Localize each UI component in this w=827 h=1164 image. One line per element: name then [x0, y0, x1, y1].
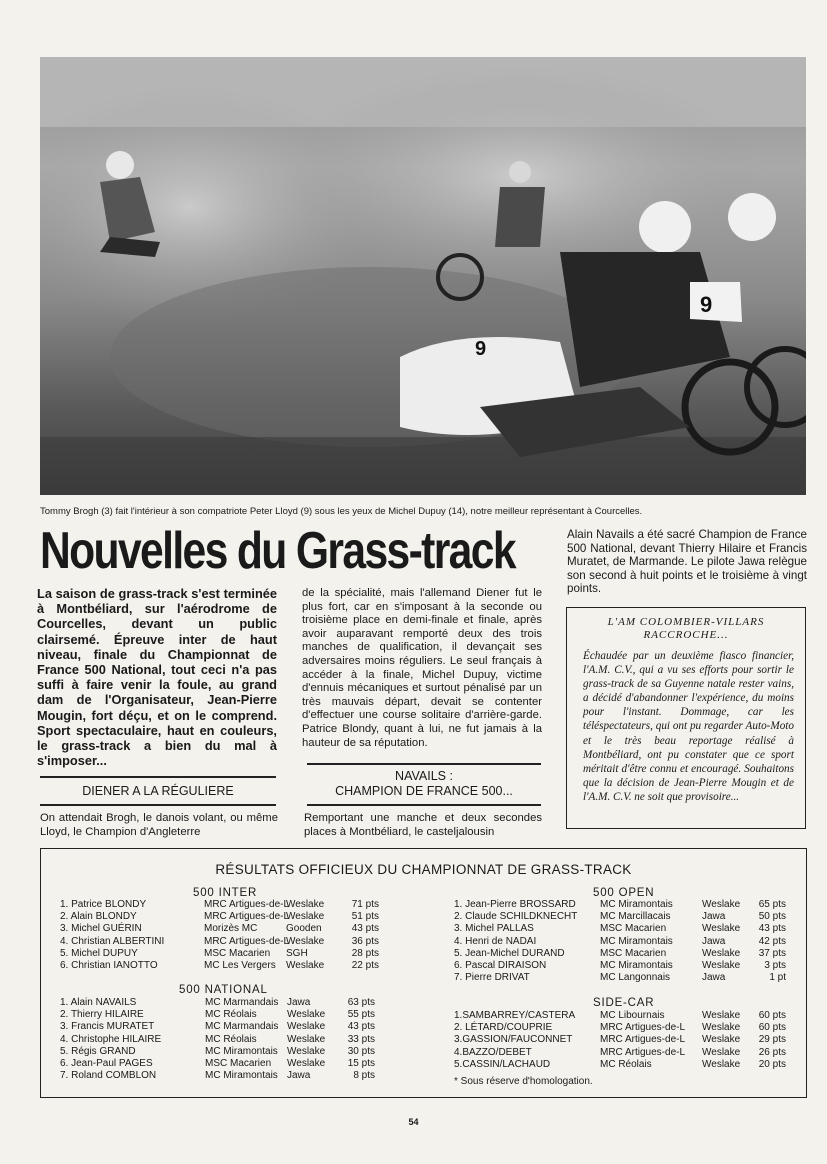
- box-title: [567, 616, 805, 642]
- result-club: MC Réolais: [205, 1009, 257, 1021]
- result-rider: 5. Jean-Michel DURAND: [454, 947, 565, 959]
- result-points: 8 pts: [353, 1070, 375, 1082]
- result-rider: 6. Jean-Paul PAGES: [60, 1058, 153, 1069]
- result-rider: 4.BAZZO/DEBET: [454, 1046, 532, 1058]
- result-club: MC Réolais: [205, 1033, 257, 1045]
- divider: [307, 763, 541, 765]
- race-photo: [40, 57, 806, 495]
- result-points: 42 pts: [758, 935, 786, 947]
- divider: [40, 776, 276, 778]
- result-club: MSC Macarien: [600, 947, 667, 959]
- result-machine: Jawa: [702, 972, 726, 984]
- result-club: MC Langonnais: [600, 972, 671, 984]
- result-points: 3 pts: [764, 960, 786, 971]
- result-points: 1 pt: [769, 972, 786, 984]
- result-machine: Weslake: [287, 1021, 326, 1033]
- result-machine: Weslake: [286, 899, 325, 910]
- result-rider: 5. Régis GRAND: [60, 1045, 136, 1057]
- svg-text:9: 9: [700, 292, 713, 317]
- result-points: 26 pts: [758, 1046, 786, 1058]
- result-club: MRC Artigues-de-L: [204, 935, 290, 947]
- result-points: 50 pts: [758, 911, 786, 923]
- result-rider: 4. Christian ALBERTINI: [60, 935, 165, 947]
- result-points: 60 pts: [758, 1022, 786, 1034]
- result-machine: Weslake: [702, 923, 741, 935]
- sidebar-box: [566, 607, 806, 829]
- result-machine: Weslake: [286, 960, 325, 971]
- result-rider: 5.CASSIN/LACHAUD: [454, 1058, 551, 1070]
- result-machine: Weslake: [702, 899, 741, 910]
- photo-caption: Tommy Brogh (3) fait l'intérieur à son compatriote Peter Lloyd (9) sous les yeux de Michel Dupuy (14), notre meilleur représentant à Courcelles.: [40, 506, 643, 517]
- result-club: MRC Artigues-de-L: [204, 899, 290, 910]
- svg-text:9: 9: [475, 338, 487, 360]
- result-machine: Weslake: [286, 935, 325, 947]
- result-machine: Jawa: [702, 935, 726, 947]
- result-machine: Jawa: [287, 1070, 311, 1082]
- result-club: MRC Artigues-de-L: [600, 1034, 686, 1046]
- result-rider: 7. Roland COMBLON: [60, 1070, 157, 1082]
- result-machine: Weslake: [287, 1009, 326, 1021]
- result-points: 20 pts: [758, 1058, 786, 1070]
- article-headline: Nouvelles du Grass-track: [40, 522, 515, 580]
- box-text: Échaudée par un deuxième fiasco financier, l'A.M. C.V., qui a vu ses efforts pour sortir le grass-track de sa Guyenne natale rester vains, a décidé d'abandonner l'expérience, du moins pour l'instant. Dommage, car les téléspectateurs, qui ont pu regarder Auto-Moto et le très beau reportage réalisé à Montbéliard, ont pu constater que ce sport méritait d'être connu et encouragé. Souhaitons que la décision de Jean-Pierre Mougin et de l'A.M. C.V. ne soit que provisoire...: [583, 650, 794, 803]
- column-1-text: On attendait Brogh, le danois volant, ou même Lloyd, le Champion d'Angleterre: [40, 812, 278, 838]
- result-rider: 5. Michel DUPUY: [60, 947, 138, 959]
- result-rider: 2. Thierry HILAIRE: [60, 1009, 144, 1021]
- result-club: MC Miramontais: [205, 1070, 278, 1082]
- box-title-line1: L'AM COLOMBIER-VILLARS: [607, 616, 765, 628]
- result-points: 36 pts: [351, 935, 379, 947]
- result-machine: Weslake: [702, 1010, 741, 1021]
- result-club: MSC Macarien: [204, 947, 271, 959]
- result-machine: SGH: [286, 947, 308, 959]
- section-500-national: 500 NATIONAL: [179, 984, 268, 996]
- result-rider: 3.GASSION/FAUCONNET: [454, 1034, 573, 1046]
- result-club: MSC Macarien: [600, 923, 667, 935]
- result-club: MRC Artigues-de-L: [204, 911, 290, 923]
- result-points: 30 pts: [347, 1045, 375, 1057]
- result-machine: Weslake: [702, 960, 741, 971]
- result-rider: 3. Michel PALLAS: [454, 923, 534, 935]
- result-club: MC Les Vergers: [204, 960, 276, 971]
- result-points: 43 pts: [758, 923, 786, 935]
- result-club: MC Miramontais: [600, 899, 673, 910]
- results-table: [40, 848, 807, 1098]
- result-machine: Weslake: [702, 947, 741, 959]
- result-club: MC Marmandais: [205, 997, 279, 1008]
- result-points: 43 pts: [347, 1021, 375, 1033]
- result-points: 15 pts: [347, 1058, 375, 1069]
- column-2-bottom-text: Remportant une manche et deux secondes places à Montbéliard, le casteljalousin: [304, 812, 542, 838]
- divider: [40, 804, 276, 806]
- result-rider: 1. Jean-Pierre BROSSARD: [454, 899, 576, 910]
- column-2-text: de la spécialité, mais l'allemand Diener fut le plus fort, car en s'imposant à la seconde ou troisième place en demi-finale et finale, après avoir auparavant remporté deux des trois manches de qualification, il devançait ses adversaires moins réguliers. Le seul français à accéder à la finale, Michel Dupuy, victime d'ennuis mécaniques et surtout pénalisé par un très mauvais départ, devait se contenter d'effectuer une course solitaire d'arrière-garde. Patrice Blondy, quant à lui, ne fut jamais à la hauteur de sa réputation.: [302, 587, 542, 749]
- section-side-car: SIDE-CAR: [593, 997, 655, 1009]
- box-title-line2: RACCROCHE...: [643, 629, 729, 641]
- section-500-open: 500 OPEN: [593, 887, 655, 899]
- result-club: Morizès MC: [204, 923, 258, 935]
- result-machine: Weslake: [287, 1033, 326, 1045]
- result-machine: Weslake: [286, 911, 325, 923]
- result-rider: 7. Pierre DRIVAT: [454, 972, 530, 984]
- result-rider: 2. Alain BLONDY: [60, 911, 137, 923]
- result-club: MSC Macarien: [205, 1058, 272, 1069]
- subheading-navails-line2: CHAMPION DE FRANCE 500...: [335, 784, 513, 798]
- result-machine: Weslake: [287, 1058, 326, 1069]
- result-rider: 6. Pascal DIRAISON: [454, 960, 547, 971]
- result-points: 29 pts: [758, 1034, 786, 1046]
- divider: [307, 804, 541, 806]
- result-machine: Weslake: [287, 1045, 326, 1057]
- result-points: 28 pts: [351, 947, 379, 959]
- result-points: 60 pts: [758, 1010, 786, 1021]
- subheading-diener: DIENER A LA RÉGULIERE: [82, 784, 234, 798]
- homologation-note: * Sous réserve d'homologation.: [454, 1076, 593, 1087]
- result-machine: Weslake: [702, 1058, 741, 1070]
- result-club: MC Réolais: [600, 1058, 652, 1070]
- column-3-text: Alain Navails a été sacré Champion de France 500 National, devant Thierry Hilaire et Francis Muratet, de Marmande. Le pilote Jawa relègue son second à huit points et le troisième à vingt points.: [567, 528, 807, 596]
- result-rider: 3. Michel GUÉRIN: [60, 923, 142, 935]
- result-club: MC Marcillacais: [600, 911, 671, 923]
- result-machine: Weslake: [702, 1034, 741, 1046]
- result-club: MC Miramontais: [600, 935, 673, 947]
- result-club: MC Marmandais: [205, 1021, 279, 1033]
- subheading-navails-line1: NAVAILS :: [395, 769, 453, 783]
- result-points: 55 pts: [347, 1009, 375, 1021]
- lead-paragraph: La saison de grass-track s'est terminée à Montbéliard, sur l'aérodrome de Courcelles, devant un public clairsemé. Épreuve inter de haut niveau, finale du Championnat de France 500 National, tout ceci n'a pas suffi à faire venir la foule, au grand dam de l'Organisateur, Jean-Pierre Mougin, fort déçu, et on le comprend. Sport spectaculaire, haut en couleurs, le grass-track a bien du mal à s'imposer...: [37, 586, 277, 769]
- result-club: MC Miramontais: [205, 1045, 278, 1057]
- result-points: 22 pts: [351, 960, 379, 971]
- result-rider: 3. Francis MURATET: [60, 1021, 155, 1033]
- result-points: 63 pts: [347, 997, 375, 1008]
- result-rider: 2. LÉTARD/COUPRIE: [454, 1022, 553, 1034]
- page-number: 54: [408, 1117, 419, 1127]
- result-club: MRC Artigues-de-L: [600, 1022, 686, 1034]
- result-machine: Weslake: [702, 1022, 741, 1034]
- result-rider: 1. Patrice BLONDY: [60, 899, 147, 910]
- result-points: 37 pts: [758, 947, 786, 959]
- result-rider: 1.SAMBARREY/CASTERA: [454, 1010, 576, 1021]
- result-rider: 2. Claude SCHILDKNECHT: [454, 911, 578, 923]
- result-machine: Jawa: [287, 997, 311, 1008]
- result-points: 51 pts: [351, 911, 379, 923]
- result-points: 65 pts: [758, 899, 786, 910]
- motorcycle-racing-photo-icon: [40, 57, 806, 495]
- result-machine: Jawa: [702, 911, 726, 923]
- result-points: 43 pts: [351, 923, 379, 935]
- results-title: RÉSULTATS OFFICIEUX DU CHAMPIONNAT DE GRASS-TRACK: [215, 862, 632, 877]
- result-machine: Gooden: [286, 923, 322, 935]
- result-club: MC Libournais: [600, 1010, 665, 1021]
- result-club: MC Miramontais: [600, 960, 673, 971]
- result-rider: 4. Christophe HILAIRE: [60, 1033, 162, 1045]
- result-points: 33 pts: [347, 1033, 375, 1045]
- result-club: MRC Artigues-de-L: [600, 1046, 686, 1058]
- result-machine: Weslake: [702, 1046, 741, 1058]
- result-rider: 6. Christian IANOTTO: [60, 960, 158, 971]
- result-rider: 1. Alain NAVAILS: [60, 997, 137, 1008]
- result-points: 71 pts: [351, 899, 379, 910]
- result-rider: 4. Henri de NADAI: [454, 935, 537, 947]
- section-500-inter: 500 INTER: [193, 887, 258, 899]
